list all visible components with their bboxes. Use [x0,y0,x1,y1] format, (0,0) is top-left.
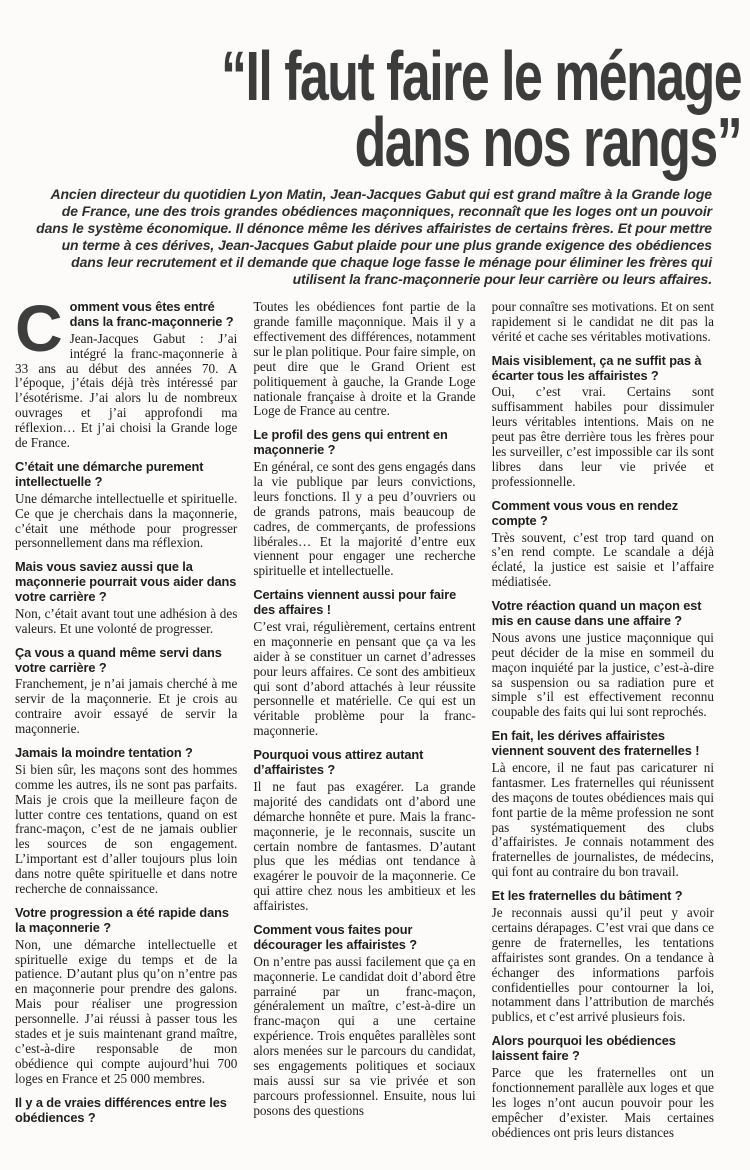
interview-question: Pourquoi vous attirez autant d’affairistes ? [253,747,424,778]
interview-answer: Il ne faut pas exagérer. La grande majorité des candidats ont d’abord une démarche honnête et pure. Mais la franc-maçonnerie, je le reconnais, suscite un certain nombre de fantasmes. D’autant plus que les médias ont tendance à exagérer le pouvoir de la maçonnerie. Ce qui attire chez nous les ambitieux et les affairistes. [253,778,476,914]
interview-answer: Si bien sûr, les maçons sont des hommes comme les autres, ils ne sont pas parfaits. Mais je crois que la meilleure façon de lutter contre ces tentations, quand on est franc-maçon, c’est de ne jamais oublier les sources de son engagement. L’important est d’aller toujours plus loin dans notre quête spirituelle et dans notre recherche de connaissance. [15,761,238,897]
interview-question: Ça vous a quand même servi dans votre carrière ? [15,644,222,675]
interview-answer: On n’entre pas aussi facilement que ça en maçonnerie. Le candidat doit d’abord être parrainé par un franc-maçon, généralement un maître, c’est-à-dire un franc-maçon qui a une certaine expérience. Trois enquêtes parallèles sont alors menées sur le parcours du candidat, ses engagements politiques et sociaux mais aussi sur sa vie privée et son parcours professionnel. Ensuite, nous lui posons des questions [253,953,476,1118]
interview-answer: Une démarche intellectuelle et spirituelle. Ce que je cherchais dans la maçonnerie, c’était une méthode pour progresser personnellement dans ma réflexion. [15,490,238,551]
column-3 [492,300,714,1140]
interview-question: Alors pourquoi les obédiences laissent faire ? [491,1033,676,1064]
headline-line-2: dans nos rangs” [354,102,742,181]
interview-answer: Très souvent, c’est trop tard quand on s’en rend compte. Le scandale a déjà éclaté, la justice est saisie et l’affaire médiatisée. [491,529,714,590]
headline-line-1: “Il faut faire le ménage [221,37,742,115]
interview-answer: Non, une démarche intellectuelle et spirituelle exige du temps et de la patience. D’autant plus qu’on n’entre pas en maçonnerie pour prendre des galons. Mais pour réaliser une progression personnelle. J’ai réussi à passer tous les stades et je suis maintenant grand maître, c’est-à-dire responsable de mon obédience qui compte aujourd’hui 700 loges en France et 25 000 membres. [15,936,238,1086]
interview-answer: Nous avons une justice maçonnique qui peut décider de la mise en sommeil du maçon inquiété par la justice, c’est-à-dire sa suspension ou sa radiation pure et simple s’il est effectivement reconnu coupable des faits qui lui sont reprochés. [491,629,714,720]
interview-question: Comment vous vous en rendez compte ? [491,497,679,528]
interview-question: Jamais la moindre tentation ? [15,744,193,760]
interview-question: Certains viennent aussi pour faire des affaires ! [253,587,457,618]
interview-answer: pour connaître ses motivations. Et on sent rapidement si le candidat ne dit pas la vérité et cache ses véritables motivations. [491,299,714,344]
interview-answer: Jean-Jacques Gabut : J’ai intégré la franc-maçonnerie à 33 ans au début des années 70. A l’époque, j’étais déjà très intéressé par l’ésotérisme. J’ai alors lu de nombreux ouvrages et j’ai approfondi ma réflexion… Et j’ai choisi la Grande loge de France. [15,330,238,451]
drop-cap: C [15,291,63,366]
interview-question: Et les fraternelles du bâtiment ? [491,888,683,904]
interview-question: Il y a de vraies différences entre les obédiences ? [15,1094,227,1125]
interview-answer: En général, ce sont des gens engagés dans la vie publique par leurs convictions, leurs fonctions. Il y a peu d’ouvriers ou de grands patrons, mais beaucoup de cadres, de commerçants, de professions libérales… Et la majorité d’entre eux viennent pour engager une recherche spirituelle et intellectuelle. [253,459,476,579]
interview-answer: Toutes les obédiences font partie de la grande famille maçonnique. Mais il y a effectivement des différences, notamment sur le plan politique. Pour faire simple, on peut dire que le Grand Orient est politiquement à gauche, la Grande Loge nationale française à droite et la Grande Loge de France au centre. [253,299,476,419]
interview-answer: Parce que les fraternelles ont un fonctionnement parallèle aux loges et que les loges n’ont aucun pouvoir pour les empêcher d’exister. Mais certaines obédiences ont pris leurs distances [491,1064,714,1140]
interview-answer: Oui, c’est vrai. Certains sont suffisamment habiles pour dissimuler leurs véritables intentions. Mais on ne peut pas être derrière tous les frères pour les surveiller, c’est impossible car ils sont libres dans leur vie privée et professionnelle. [491,384,714,489]
interview-question: Votre progression a été rapide dans la maçonnerie ? [15,904,229,935]
column-2 [253,300,475,1119]
interview-answer: C’est vrai, régulièrement, certains entrent en maçonnerie en pensant que ça va les aider à se constituer un carnet d’adresses pour leurs affaires. Ce sont des ambitieux qui sont d’abord attachés à leur réussite personnelle et matérielle. Ce qui est un véritable problème pour la franc-maçonnerie. [253,618,476,739]
article-headline [195,37,750,181]
interview-question: En fait, les dérives affairistes viennent souvent des fraternelles ! [491,728,700,759]
interview-question: omment vous êtes entré dans la franc-maçonnerie ? [69,299,234,329]
article-columns [0,288,750,1140]
interview-question: Mais visiblement, ça ne suffit pas à écarter tous les affairistes ? [491,352,702,383]
column-1 [15,291,238,1127]
interview-question: C’était une démarche purement intellectuelle ? [15,459,204,489]
opening-block [15,291,238,451]
newspaper-page [0,37,750,1170]
interview-answer: Franchement, je n’ai jamais cherché à me servir de la maçonnerie. Et je crois au contraire avoir essayé de servir la maçonnerie. [15,676,238,737]
interview-answer: Là encore, il ne faut pas caricaturer ni fantasmer. Les fraternelles qui réunissent des maçons de toutes obédiences mais qui font partie de la même profession ne sont pas systématiquement des clubs d’affairistes. Je connais notamment des fraternelles de journalistes, de médecins, qui font au contraire du bon travail. [491,759,714,880]
interview-question: Mais vous saviez aussi que la maçonnerie pourrait vous aider dans votre carrière ? [15,559,237,604]
interview-question: Le profil des gens qui entrent en maçonnerie ? [253,427,448,458]
interview-question: Votre réaction quand un maçon est mis en cause dans une affaire ? [491,598,702,628]
article-lede: Ancien directeur du quotidien Lyon Matin, Jean-Jacques Gabut qui est grand maître à la Grande loge de France, une des trois grandes obédiences maçonniques, reconnaît que les loges ont un pouvoir dans le système économique. Il dénonce même les dérives affairistes de certains frères. Et pour mettre un terme à ces dérives, Jean-Jacques Gabut plaide pour une plus grande exigence des obédiences dans leur recrutement et il demande que chaque loge fasse le ménage pour éliminer les frères qui utilisent la franc-maçonnerie pour leur carrière ou leurs affaires. [36,185,712,287]
interview-answer: Je reconnais aussi qu’il peut y avoir certains dérapages. C’est vrai que dans ce genre de fraternelles, les tentations affairistes sont grandes. On a tendance à échanger des informations parfois confidentielles pour contourner la loi, notamment dans l’attribution de marchés publics, et c’est arrivé plusieurs fois. [491,905,714,1025]
interview-question: Comment vous faites pour décourager les affairistes ? [253,922,417,952]
interview-answer: Non, c’était avant tout une adhésion à des valeurs. Et une volonté de progresser. [15,605,238,636]
